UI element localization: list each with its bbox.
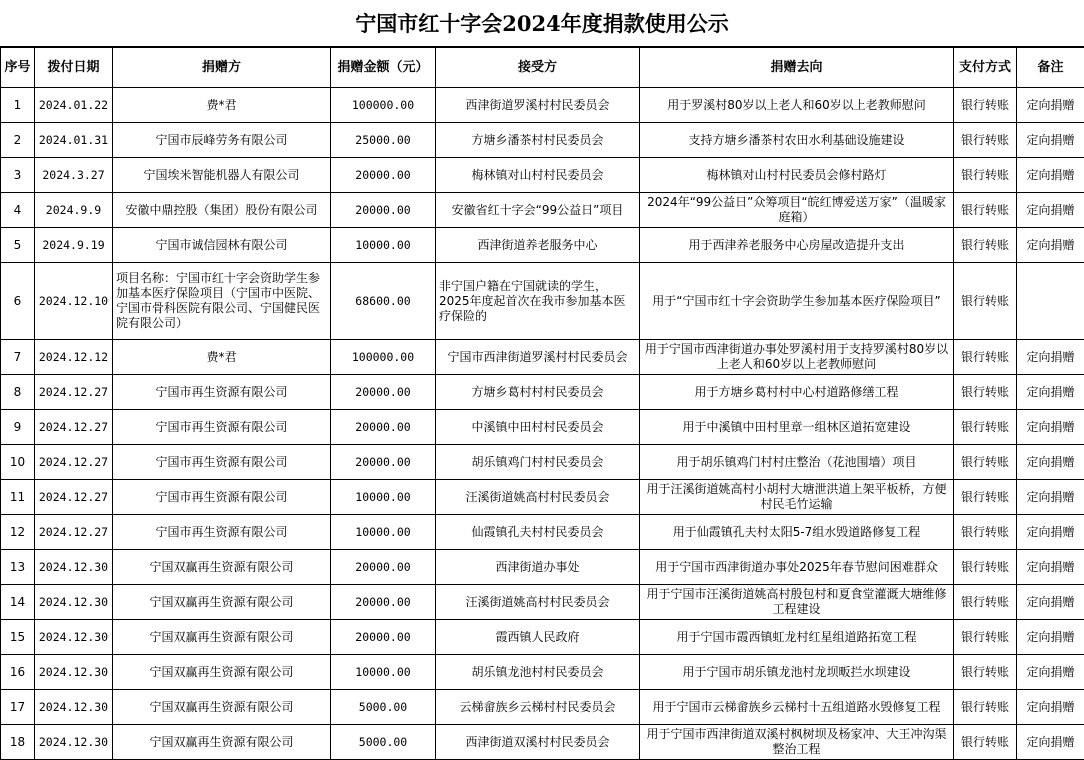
cell-date[interactable]: 2024.12.12 — [35, 340, 113, 375]
cell-note[interactable]: 定向捐赠 — [1017, 480, 1084, 515]
cell-note[interactable]: 定向捐赠 — [1017, 725, 1084, 760]
table-row — [1, 620, 1084, 655]
cell-donor[interactable]: 宁国市再生资源有限公司 — [113, 515, 331, 550]
cell-no[interactable]: 14 — [1, 585, 35, 620]
cell-donor[interactable]: 宁国双赢再生资源有限公司 — [113, 690, 331, 725]
cell-note[interactable]: 定向捐赠 — [1017, 550, 1084, 585]
cell-payment[interactable]: 银行转账 — [954, 620, 1017, 655]
cell-no[interactable]: 4 — [1, 193, 35, 228]
table-row — [1, 725, 1084, 760]
cell-amount[interactable]: 68600.00 — [331, 263, 436, 340]
table-row — [1, 375, 1084, 410]
cell-recipient[interactable]: 安徽省红十字会“99公益日”项目 — [436, 193, 640, 228]
cell-date[interactable]: 2024.12.10 — [35, 263, 113, 340]
cell-payment[interactable]: 银行转账 — [954, 725, 1017, 760]
cell-purpose[interactable]: 用于方塘乡葛村村中心村道路修缮工程 — [640, 375, 954, 410]
table-row — [1, 123, 1084, 158]
cell-note[interactable] — [1017, 263, 1084, 340]
cell-purpose[interactable]: 支持方塘乡潘茶村农田水利基础设施建设 — [640, 123, 954, 158]
cell-purpose[interactable]: 用于宁国市霞西镇虹龙村红星组道路拓宽工程 — [640, 620, 954, 655]
cell-donor[interactable]: 宁国双赢再生资源有限公司 — [113, 620, 331, 655]
cell-note[interactable]: 定向捐赠 — [1017, 340, 1084, 375]
cell-no[interactable]: 12 — [1, 515, 35, 550]
cell-recipient[interactable]: 西津街道双溪村村民委员会 — [436, 725, 640, 760]
cell-note[interactable]: 定向捐赠 — [1017, 445, 1084, 480]
cell-recipient[interactable]: 方塘乡潘茶村村民委员会 — [436, 123, 640, 158]
cell-donor[interactable]: 费*君 — [113, 88, 331, 123]
table-row — [1, 445, 1084, 480]
cell-recipient[interactable]: 胡乐镇龙池村村民委员会 — [436, 655, 640, 690]
cell-amount[interactable]: 5000.00 — [331, 725, 436, 760]
cell-purpose[interactable]: 用于胡乐镇鸡门村村庄整治（花池围墙）项目 — [640, 445, 954, 480]
table-row — [1, 480, 1084, 515]
cell-purpose[interactable]: 用于汪溪街道姚高村小胡村大塘泄洪道上架平板桥，方便村民毛竹运输 — [640, 480, 954, 515]
cell-amount[interactable]: 20000.00 — [331, 585, 436, 620]
cell-purpose[interactable]: 用于宁国市汪溪街道姚高村殷包村和夏食堂灌溉大塘维修工程建设 — [640, 585, 954, 620]
cell-note[interactable]: 定向捐赠 — [1017, 88, 1084, 123]
table-row — [1, 88, 1084, 123]
cell-recipient[interactable]: 西津街道办事处 — [436, 550, 640, 585]
cell-date[interactable]: 2024.01.22 — [35, 88, 113, 123]
donation-table — [0, 47, 1084, 760]
cell-note[interactable]: 定向捐赠 — [1017, 375, 1084, 410]
cell-donor[interactable]: 项目名称：宁国市红十字会资助学生参加基本医疗保险项目（宁国市中医院、宁国市骨科医院有限公司、宁国健民医院有限公司） — [113, 263, 331, 340]
table-row — [1, 515, 1084, 550]
cell-recipient[interactable]: 非宁国户籍在宁国就读的学生，2025年度起首次在我市参加基本医疗保险的 — [436, 263, 640, 340]
cell-no[interactable]: 3 — [1, 158, 35, 193]
header-row — [1, 48, 1084, 88]
cell-payment[interactable]: 银行转账 — [954, 480, 1017, 515]
cell-date[interactable]: 2024.9.19 — [35, 228, 113, 263]
cell-date[interactable]: 2024.12.30 — [35, 620, 113, 655]
cell-purpose[interactable]: 用于中溪镇中田村里章一组林区道拓宽建设 — [640, 410, 954, 445]
cell-amount[interactable]: 20000.00 — [331, 550, 436, 585]
cell-amount[interactable]: 20000.00 — [331, 445, 436, 480]
cell-no[interactable]: 15 — [1, 620, 35, 655]
cell-date[interactable]: 2024.12.27 — [35, 445, 113, 480]
cell-amount[interactable]: 5000.00 — [331, 690, 436, 725]
cell-amount[interactable]: 10000.00 — [331, 655, 436, 690]
cell-donor[interactable]: 宁国市诚信园林有限公司 — [113, 228, 331, 263]
cell-date[interactable]: 2024.12.27 — [35, 410, 113, 445]
cell-purpose[interactable]: 用于仙霞镇孔夫村太阳5-7组水毁道路修复工程 — [640, 515, 954, 550]
cell-payment[interactable]: 银行转账 — [954, 550, 1017, 585]
cell-purpose[interactable]: 用于“宁国市红十字会资助学生参加基本医疗保险项目” — [640, 263, 954, 340]
cell-recipient[interactable]: 西津街道罗溪村村民委员会 — [436, 88, 640, 123]
table-row — [1, 228, 1084, 263]
cell-purpose[interactable]: 用于西津养老服务中心房屋改造提升支出 — [640, 228, 954, 263]
cell-date[interactable]: 2024.9.9 — [35, 193, 113, 228]
cell-no[interactable]: 10 — [1, 445, 35, 480]
table-row — [1, 585, 1084, 620]
cell-amount[interactable]: 20000.00 — [331, 158, 436, 193]
cell-amount[interactable]: 10000.00 — [331, 228, 436, 263]
cell-date[interactable]: 2024.12.30 — [35, 585, 113, 620]
cell-purpose[interactable]: 用于宁国市西津街道办事处罗溪村用于支持罗溪村80岁以上老人和60岁以上老教师慰问 — [640, 340, 954, 375]
cell-note[interactable]: 定向捐赠 — [1017, 193, 1084, 228]
cell-amount[interactable]: 10000.00 — [331, 480, 436, 515]
cell-recipient[interactable]: 汪溪街道姚高村村民委员会 — [436, 585, 640, 620]
cell-recipient[interactable]: 梅林镇对山村村民委员会 — [436, 158, 640, 193]
cell-date[interactable]: 2024.12.27 — [35, 480, 113, 515]
cell-recipient[interactable]: 霞西镇人民政府 — [436, 620, 640, 655]
cell-recipient[interactable]: 仙霞镇孔夫村村民委员会 — [436, 515, 640, 550]
table-row — [1, 263, 1084, 340]
cell-amount[interactable]: 20000.00 — [331, 620, 436, 655]
cell-purpose[interactable]: 用于宁国市云梯畲族乡云梯村十五组道路水毁修复工程 — [640, 690, 954, 725]
table-row — [1, 340, 1084, 375]
cell-note[interactable]: 定向捐赠 — [1017, 158, 1084, 193]
table-row — [1, 655, 1084, 690]
table-body — [1, 88, 1084, 760]
table-row — [1, 158, 1084, 193]
cell-payment[interactable]: 银行转账 — [954, 123, 1017, 158]
cell-recipient[interactable]: 中溪镇中田村村民委员会 — [436, 410, 640, 445]
cell-donor[interactable]: 宁国市辰峰劳务有限公司 — [113, 123, 331, 158]
cell-purpose[interactable]: 2024年“99公益日”众筹项目“皖红博爱送万家”（温暖家庭箱） — [640, 193, 954, 228]
cell-no[interactable]: 5 — [1, 228, 35, 263]
cell-recipient[interactable]: 云梯畲族乡云梯村村民委员会 — [436, 690, 640, 725]
cell-donor[interactable]: 宁国市再生资源有限公司 — [113, 375, 331, 410]
cell-date[interactable]: 2024.12.30 — [35, 550, 113, 585]
cell-date[interactable]: 2024.01.31 — [35, 123, 113, 158]
cell-payment[interactable]: 银行转账 — [954, 263, 1017, 340]
cell-amount[interactable]: 20000.00 — [331, 410, 436, 445]
cell-no[interactable]: 11 — [1, 480, 35, 515]
cell-donor[interactable]: 宁国双赢再生资源有限公司 — [113, 550, 331, 585]
cell-no[interactable]: 1 — [1, 88, 35, 123]
header-no: 序号 — [1, 48, 35, 88]
table-row — [1, 193, 1084, 228]
header-date: 拨付日期 — [35, 48, 113, 88]
cell-note[interactable]: 定向捐赠 — [1017, 515, 1084, 550]
cell-payment[interactable]: 银行转账 — [954, 88, 1017, 123]
header-amount: 捐赠金额（元） — [331, 48, 436, 88]
cell-recipient[interactable]: 胡乐镇鸡门村村民委员会 — [436, 445, 640, 480]
cell-payment[interactable]: 银行转账 — [954, 158, 1017, 193]
cell-donor[interactable]: 费*君 — [113, 340, 331, 375]
cell-note[interactable]: 定向捐赠 — [1017, 620, 1084, 655]
cell-purpose[interactable]: 用于罗溪村80岁以上老人和60岁以上老教师慰问 — [640, 88, 954, 123]
cell-payment[interactable]: 银行转账 — [954, 655, 1017, 690]
cell-amount[interactable]: 10000.00 — [331, 515, 436, 550]
cell-note[interactable]: 定向捐赠 — [1017, 585, 1084, 620]
cell-payment[interactable]: 银行转账 — [954, 228, 1017, 263]
header-purpose: 捐赠去向 — [640, 48, 954, 88]
table-row — [1, 410, 1084, 445]
cell-purpose[interactable]: 用于宁国市西津街道双溪村枫树坝及杨家冲、大王冲沟渠整治工程 — [640, 725, 954, 760]
cell-note[interactable]: 定向捐赠 — [1017, 123, 1084, 158]
table-row — [1, 550, 1084, 585]
cell-note[interactable]: 定向捐赠 — [1017, 690, 1084, 725]
cell-no[interactable]: 13 — [1, 550, 35, 585]
cell-date[interactable]: 2024.12.27 — [35, 515, 113, 550]
cell-donor[interactable]: 宁国埃米智能机器人有限公司 — [113, 158, 331, 193]
cell-no[interactable]: 8 — [1, 375, 35, 410]
cell-donor[interactable]: 宁国双赢再生资源有限公司 — [113, 585, 331, 620]
cell-payment[interactable]: 银行转账 — [954, 193, 1017, 228]
cell-date[interactable]: 2024.12.30 — [35, 725, 113, 760]
cell-amount[interactable]: 20000.00 — [331, 193, 436, 228]
cell-recipient[interactable]: 方塘乡葛村村村民委员会 — [436, 375, 640, 410]
page-title: 宁国市红十字会2024年度捐款使用公示 — [0, 0, 1084, 47]
cell-purpose[interactable]: 用于宁国市胡乐镇龙池村龙坝畈拦水坝建设 — [640, 655, 954, 690]
cell-payment[interactable]: 银行转账 — [954, 375, 1017, 410]
cell-amount[interactable]: 25000.00 — [331, 123, 436, 158]
header-donor: 捐赠方 — [113, 48, 331, 88]
cell-donor[interactable]: 宁国双赢再生资源有限公司 — [113, 655, 331, 690]
cell-date[interactable]: 2024.12.30 — [35, 655, 113, 690]
cell-donor[interactable]: 安徽中鼎控股（集团）股份有限公司 — [113, 193, 331, 228]
cell-no[interactable]: 18 — [1, 725, 35, 760]
cell-amount[interactable]: 20000.00 — [331, 375, 436, 410]
cell-no[interactable]: 16 — [1, 655, 35, 690]
header-payment: 支付方式 — [954, 48, 1017, 88]
cell-amount[interactable]: 100000.00 — [331, 88, 436, 123]
header-note: 备注 — [1017, 48, 1084, 88]
cell-payment[interactable]: 银行转账 — [954, 515, 1017, 550]
cell-no[interactable]: 17 — [1, 690, 35, 725]
cell-purpose[interactable]: 用于宁国市西津街道办事处2025年春节慰问困难群众 — [640, 550, 954, 585]
cell-recipient[interactable]: 西津街道养老服务中心 — [436, 228, 640, 263]
cell-purpose[interactable]: 梅林镇对山村村民委员会修村路灯 — [640, 158, 954, 193]
cell-payment[interactable]: 银行转账 — [954, 690, 1017, 725]
cell-recipient[interactable]: 汪溪街道姚高村村民委员会 — [436, 480, 640, 515]
cell-payment[interactable]: 银行转账 — [954, 340, 1017, 375]
cell-donor[interactable]: 宁国市再生资源有限公司 — [113, 445, 331, 480]
cell-payment[interactable]: 银行转账 — [954, 445, 1017, 480]
cell-donor[interactable]: 宁国市再生资源有限公司 — [113, 410, 331, 445]
cell-note[interactable]: 定向捐赠 — [1017, 228, 1084, 263]
cell-donor[interactable]: 宁国市再生资源有限公司 — [113, 480, 331, 515]
cell-payment[interactable]: 银行转账 — [954, 410, 1017, 445]
cell-no[interactable]: 7 — [1, 340, 35, 375]
cell-no[interactable]: 6 — [1, 263, 35, 340]
header-recipient: 接受方 — [436, 48, 640, 88]
cell-note[interactable]: 定向捐赠 — [1017, 655, 1084, 690]
cell-date[interactable]: 2024.12.27 — [35, 375, 113, 410]
cell-date[interactable]: 2024.12.30 — [35, 690, 113, 725]
cell-no[interactable]: 2 — [1, 123, 35, 158]
cell-note[interactable]: 定向捐赠 — [1017, 410, 1084, 445]
cell-date[interactable]: 2024.3.27 — [35, 158, 113, 193]
table-row — [1, 690, 1084, 725]
cell-amount[interactable]: 100000.00 — [331, 340, 436, 375]
cell-no[interactable]: 9 — [1, 410, 35, 445]
cell-recipient[interactable]: 宁国市西津街道罗溪村村民委员会 — [436, 340, 640, 375]
cell-donor[interactable]: 宁国双赢再生资源有限公司 — [113, 725, 331, 760]
cell-payment[interactable]: 银行转账 — [954, 585, 1017, 620]
